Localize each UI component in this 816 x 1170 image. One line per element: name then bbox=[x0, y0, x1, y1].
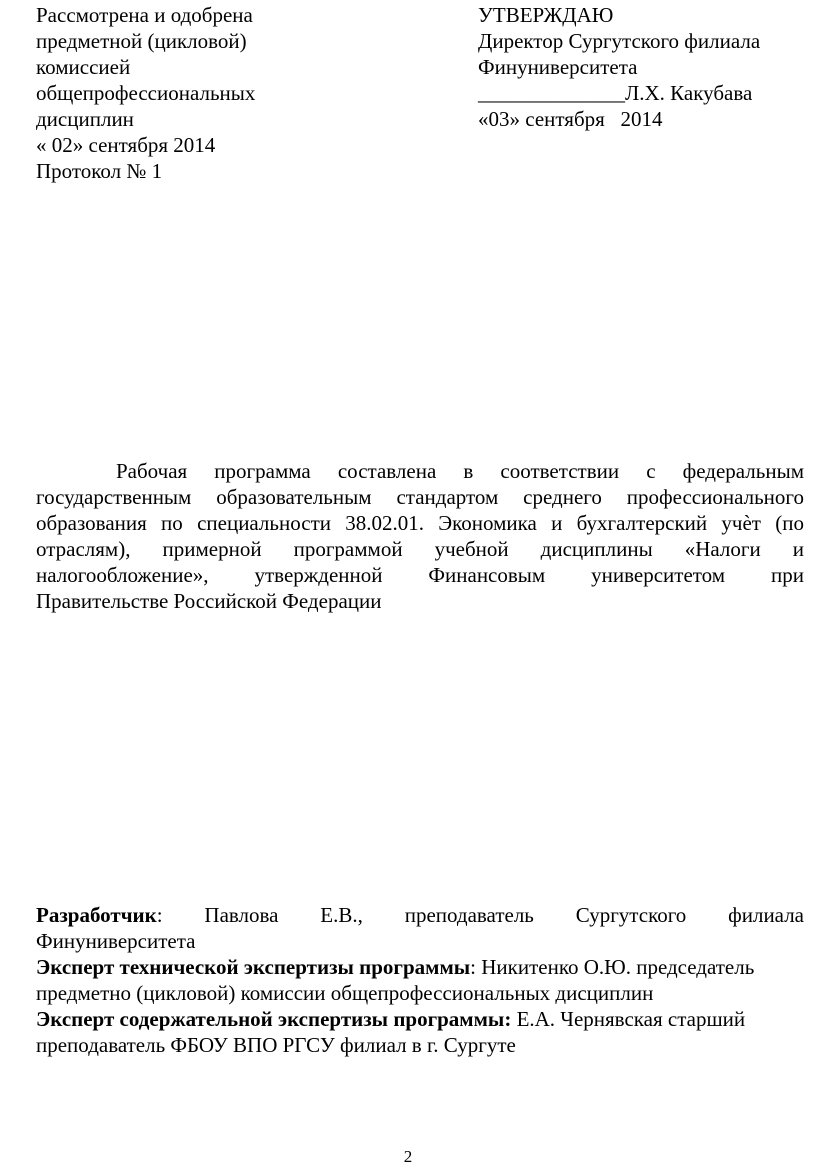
tech-expert-text: : Никитенко О.Ю. председатель bbox=[470, 955, 755, 979]
tech-expert-line bbox=[36, 954, 804, 980]
signature-line: ______________Л.Х. Какубава bbox=[478, 81, 753, 105]
content-expert-position: преподаватель ФБОУ ВПО РГСУ филиал в г. Сургуте bbox=[36, 1033, 516, 1057]
paragraph-line-2: государственным образовательным стандартом среднего профессионального bbox=[36, 485, 804, 509]
confirmation-date: «03» сентября 2014 bbox=[478, 107, 663, 131]
developer-line bbox=[36, 902, 804, 928]
approval-line-1: Рассмотрена и одобрена bbox=[36, 3, 253, 27]
confirmation-block bbox=[478, 2, 798, 132]
approval-line-5: дисциплин bbox=[36, 107, 134, 131]
approval-line-2: предметной (цикловой) bbox=[36, 29, 247, 53]
paragraph-line-4: отраслям), примерной программой учебной дисциплины «Налоги и bbox=[36, 537, 804, 561]
approval-block bbox=[36, 2, 416, 184]
content-expert-label: Эксперт содержательной экспертизы программы: bbox=[36, 1007, 512, 1031]
page-number: 2 bbox=[403, 1147, 413, 1166]
paragraph-line-5: налогообложение», утвержденной Финансовым университетом при bbox=[36, 563, 804, 587]
tech-expert-position: предметно (цикловой) комиссии общепрофессиональных дисциплин bbox=[36, 981, 654, 1005]
tech-expert-label: Эксперт технической экспертизы программы bbox=[36, 955, 471, 979]
protocol-number: Протокол № 1 bbox=[36, 159, 163, 183]
authors-block bbox=[36, 902, 804, 1058]
approval-line-4: общепрофессиональных bbox=[36, 81, 256, 105]
director-organization: Финуниверситета bbox=[478, 55, 638, 79]
paragraph-line-1: Рабочая программа составлена в соответствии с федеральным bbox=[116, 459, 804, 483]
developer-text: : Павлова Е.В., преподаватель Сургутского филиала bbox=[156, 903, 804, 927]
director-position: Директор Сургутского филиала bbox=[478, 29, 761, 53]
developer-label: Разработчик bbox=[36, 903, 157, 927]
content-expert-text: Е.А. Чернявская старший bbox=[511, 1007, 746, 1031]
approval-date: « 02» сентября 2014 bbox=[36, 133, 216, 157]
developer-organization: Финуниверситета bbox=[36, 929, 196, 953]
paragraph-line-3: образования по специальности 38.02.01. Экономика и бухгалтерский учѐт (по bbox=[36, 511, 804, 535]
content-expert-line bbox=[36, 1006, 804, 1032]
confirmation-title: УТВЕРЖДАЮ bbox=[478, 3, 614, 27]
program-description bbox=[36, 458, 804, 614]
paragraph-line-6: Правительстве Российской Федерации bbox=[36, 589, 382, 613]
approval-line-3: комиссией bbox=[36, 55, 131, 79]
